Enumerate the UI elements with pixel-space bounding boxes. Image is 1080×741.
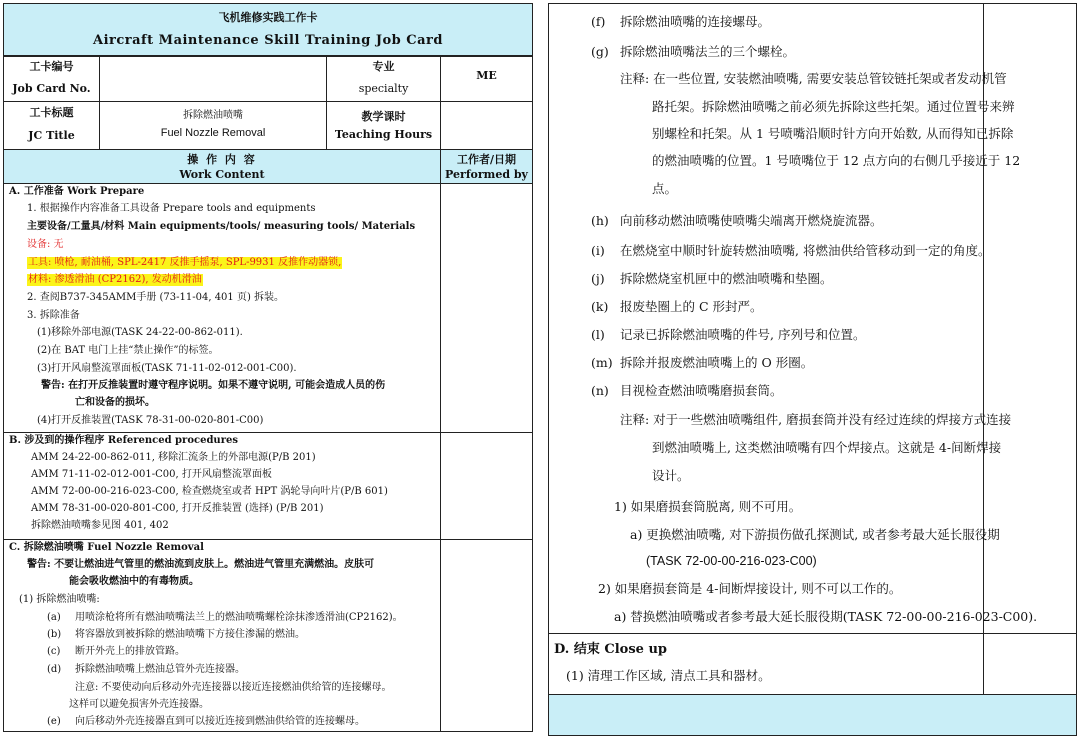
section-c-item-text: 断开外壳上的排放管路。	[75, 646, 185, 657]
right-item-key: (l)	[591, 327, 605, 342]
job-card-no-value-cell	[99, 56, 327, 102]
section-c-note: 注意: 不要使动向后移动外壳连接器以接近连接燃油供给管的连接螺母。	[75, 682, 392, 693]
note-n-line: 到燃油喷嘴上, 这类燃油喷嘴有四个焊接点。这就是 4-间断焊接	[652, 440, 1002, 455]
section-c-item-text: 拆除燃油喷嘴上燃油总管外壳连接器。	[75, 664, 245, 675]
specialty-en: specialty	[358, 82, 409, 95]
section-c-warning: 警告: 不要让燃油进气管里的燃油流到皮肤上。燃油进气管里充满燃油。皮肤可	[27, 559, 375, 570]
right-item-key: (g)	[591, 44, 609, 59]
note-g-line: 的燃油喷嘴的位置。1 号喷嘴位于 12 点方向的右侧几乎接近于 12	[652, 153, 1021, 168]
section-b-line: AMM 71-11-02-012-001-C00, 打开风扇整流罩面板	[31, 469, 272, 480]
section-c-item-text: 用喷涂枪将所有燃油喷嘴法兰上的燃油喷嘴螺栓涂抹渗透滑油(CP2162)。	[75, 612, 403, 623]
section-a-heading: A. 工作准备 Work Prepare	[9, 186, 145, 197]
teaching-hours-value-cell	[440, 101, 533, 150]
jc-title-value-en: Fuel Nozzle Removal	[160, 127, 266, 139]
section-d-line: (1) 清理工作区域, 清点工具和器材。	[566, 668, 771, 683]
section-c-item-key: (a)	[47, 612, 61, 623]
section-b-line: AMM 78-31-00-020-801-C00, 打开反推装置 (选择) (P/B 201)	[31, 503, 324, 514]
section-b-line: 拆除燃油喷嘴参见图 401, 402	[31, 520, 169, 531]
right-item-text: 拆除燃油喷嘴的连接螺母。	[620, 14, 771, 29]
section-b-heading: B. 涉及到的操作程序 Referenced procedures	[9, 435, 238, 446]
teaching-hours-label-cell	[326, 101, 441, 150]
title-cn: 飞机维修实践工作卡	[218, 11, 318, 24]
section-b-line: AMM 24-22-00-862-011, 移除汇流条上的外部电源(P/B 201)	[31, 452, 316, 463]
section-a-line: 设备: 无	[27, 239, 64, 250]
right-item-text: 拆除并报废燃油喷嘴上的 O 形圈。	[620, 355, 814, 370]
section-a-performed-cell	[440, 183, 533, 433]
section-b-line: AMM 72-00-00-216-023-C00, 检查燃烧室或者 HPT 涡轮导向叶片(P/B 601)	[31, 486, 388, 497]
teaching-hours-en: Teaching Hours	[334, 128, 433, 141]
section-a-line: (3)打开风扇整流罩面板(TASK 71-11-02-012-001-C00).	[37, 363, 297, 374]
right-item-text: 向前移动燃油喷嘴使喷嘴尖端离开燃烧旋流器。	[620, 213, 883, 228]
note-g-line: 点。	[652, 181, 678, 196]
section-b-performed-cell	[440, 432, 533, 540]
jc-title-value-cell	[99, 101, 327, 150]
condition-1a: a) 更换燃油喷嘴, 对下游损伤做孔探测试, 或者参考最大延长服役期	[630, 527, 1000, 542]
condition-1: 1) 如果磨损套筒脱离, 则不可用。	[614, 499, 802, 514]
teaching-hours-cn: 教学课时	[361, 110, 406, 123]
section-c-item-text: 将容器放到被拆除的燃油喷嘴下方接住渗漏的燃油。	[75, 629, 305, 640]
note-n-line: 设计。	[652, 468, 690, 483]
right-item-key: (i)	[591, 243, 605, 258]
section-c-item-key: (d)	[47, 664, 62, 675]
section-a-line: 主要设备/工量具/材料 Main equipments/tools/ measuring tools/ Materials	[27, 221, 416, 232]
work-content-cn: 操 作 内 容	[187, 153, 257, 166]
right-item-key: (n)	[591, 383, 609, 398]
section-a-line: (1)移除外部电源(TASK 24-22-00-862-011).	[37, 327, 243, 338]
right-item-text: 拆除燃烧室机匣中的燃油喷嘴和垫圈。	[620, 271, 833, 286]
section-a-line: (4)打开反推装置(TASK 78-31-00-020-801-C00)	[37, 415, 264, 426]
section-a-line-highlighted: 材料: 渗透滑油 (CP2162), 发动机滑油	[28, 274, 202, 285]
right-item-text: 在燃烧室中顺时针旋转燃油喷嘴, 将燃油供给管移动到一定的角度。	[620, 243, 991, 258]
section-c-item-key: (b)	[47, 629, 62, 640]
section-c-heading: C. 拆除燃油喷嘴 Fuel Nozzle Removal	[9, 542, 204, 553]
right-item-text: 报废垫圈上的 C 形封严。	[620, 299, 763, 314]
specialty-cn: 专业	[372, 60, 395, 73]
section-a-line: 3. 拆除准备	[27, 310, 80, 321]
section-a-warning: 警告: 在打开反推装置时遵守程序说明。如果不遵守说明, 可能会造成人员的伤	[41, 380, 386, 391]
section-a-line: (2)在 BAT 电门上挂“禁止操作”的标签。	[37, 345, 219, 356]
section-a-warning: 亡和设备的损坏。	[75, 397, 155, 408]
performed-by-cn: 工作者/日期	[456, 153, 517, 166]
note-g-line: 路托架。拆除燃油喷嘴之前必须先拆除这些托架。通过位置号来辨	[652, 99, 1015, 114]
section-c-warning: 能会吸收燃油中的有毒物质。	[69, 576, 199, 587]
job-card-no-en: Job Card No.	[12, 82, 91, 95]
section-a-line-highlighted: 工具: 喷枪, 耐油桶, SPL-2417 反推手摇泵, SPL-9931 反推作动器锁,	[28, 257, 342, 268]
section-a-line: 2. 查阅B737-345AMM手册 (73-11-04, 401 页) 拆装。	[27, 292, 285, 303]
section-c-item-text: 向后移动外壳连接器直到可以接近连接到燃油供给管的连接螺母。	[75, 716, 365, 727]
condition-2: 2) 如果磨损套筒是 4-间断焊接设计, 则不可以工作的。	[598, 581, 902, 596]
right-item-key: (f)	[591, 14, 606, 29]
section-d-performed-cell	[983, 633, 1077, 695]
performed-by-en: Performed by	[445, 168, 528, 181]
work-content-en: Work Content	[179, 168, 265, 181]
note-g-line: 注释: 在一些位置, 安装燃油喷嘴, 需要安装总管铰链托架或者发动机管	[620, 71, 1007, 86]
title-en: Aircraft Maintenance Skill Training Job Card	[93, 33, 443, 48]
jc-title-value-cn: 拆除燃油喷嘴	[183, 110, 243, 121]
section-c-note: 这样可以避免损害外壳连接器。	[69, 699, 209, 710]
right-item-key: (h)	[591, 213, 609, 228]
right-item-text: 目视检查燃油喷嘴磨损套筒。	[620, 383, 783, 398]
note-n-line: 注释: 对于一些燃油喷嘴组件, 磨损套筒并没有经过连续的焊接方式连接	[620, 412, 1012, 427]
section-d-heading: D. 结束 Close up	[554, 642, 668, 657]
section-c-item-key: (c)	[47, 646, 61, 657]
section-c-performed-cell	[440, 539, 533, 732]
job-card-no-cn: 工卡编号	[29, 60, 74, 73]
section-a-line: 1. 根据操作内容准备工具设备 Prepare tools and equipments	[27, 203, 316, 214]
right-item-key: (m)	[591, 355, 613, 370]
condition-2a: a) 替换燃油喷嘴或者参考最大延长服役期(TASK 72-00-00-216-023-C00).	[614, 609, 1038, 624]
bottom-band	[548, 694, 1077, 736]
jc-title-en: JC Title	[28, 129, 75, 142]
right-item-text: 拆除燃油喷嘴法兰的三个螺栓。	[620, 44, 796, 59]
jc-title-cn: 工卡标题	[29, 106, 74, 119]
right-job-card	[548, 3, 1077, 736]
specialty-value: ME	[476, 69, 497, 82]
right-item-key: (k)	[591, 299, 609, 314]
condition-1a-task: (TASK 72-00-00-216-023-C00)	[646, 554, 817, 568]
section-c-sub: (1) 拆除燃油喷嘴:	[19, 594, 100, 605]
note-g-line: 别螺栓和托架。从 1 号喷嘴沿顺时针方向开始数, 从而得知已拆除	[652, 126, 1014, 141]
right-item-text: 记录已拆除燃油喷嘴的件号, 序列号和位置。	[620, 327, 866, 342]
section-c-item-key: (e)	[47, 716, 61, 727]
right-item-key: (j)	[591, 271, 605, 286]
left-job-card	[3, 3, 533, 732]
